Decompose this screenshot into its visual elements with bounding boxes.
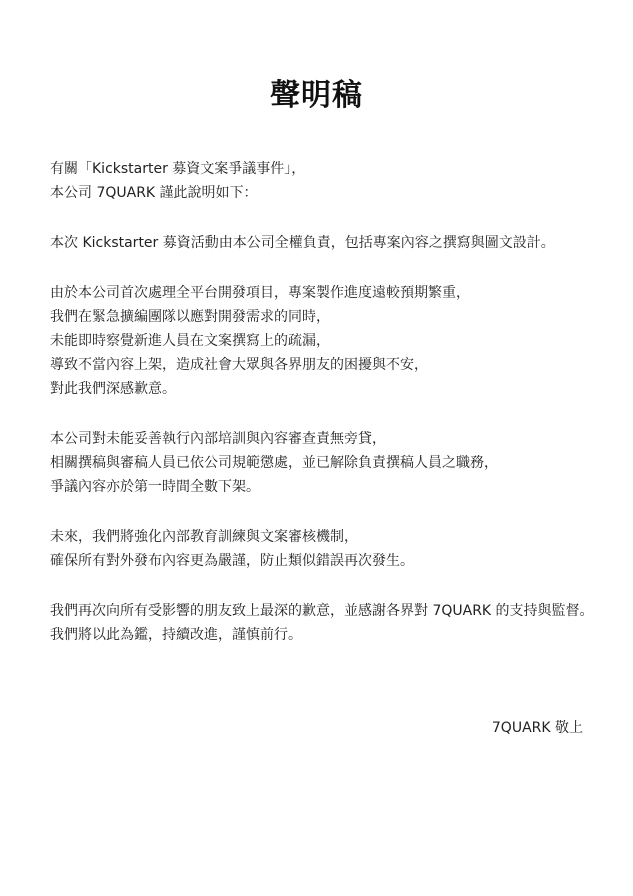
text-line: 有關「Kickstarter 募資文案爭議事件」， [50,161,306,177]
text-line: 相關撰稿與審稿人員已依公司規範懲處，並已解除負責撰稿人員之職務， [50,455,498,471]
paragraph-explanation [50,281,610,401]
text-line: 爭議內容亦於第一時間全數下架。 [50,479,260,495]
paragraph-closing [50,599,610,647]
text-line: 由於本公司首次處理全平台開發項目，專案製作進度遠較預期繁重， [50,285,470,301]
page-title: 聲明稿 [270,78,363,113]
text-line: 導致不當內容上架，造成社會大眾與各界朋友的困擾與不安， [50,357,428,373]
text-line: 本次 Kickstarter 募資活動由本公司全權負責，包括專案內容之撰寫與圖文設計。 [50,235,555,251]
text-line: 未能即時察覺新進人員在文案撰寫上的疏漏， [50,333,330,349]
text-line: 我們在緊急擴編團隊以應對開發需求的同時， [50,309,330,325]
text-line: 本公司 7QUARK 謹此說明如下： [50,185,258,201]
text-line: 確保所有對外發布內容更為嚴謹，防止類似錯誤再次發生。 [50,553,414,569]
text-line: 未來，我們將強化內部教育訓練與文案審核機制， [50,529,358,545]
signature: 7QUARK 敬上 [491,720,583,736]
paragraph-responsibility [50,231,610,255]
text-line: 我們再次向所有受影響的朋友致上最深的歉意，並感謝各界對 7QUARK 的支持與監督。 [50,603,594,619]
text-line: 對此我們深感歉意。 [50,381,176,397]
paragraph-intro [50,157,610,205]
text-line: 本公司對未能妥善執行內部培訓與內容審查責無旁貸， [50,431,386,447]
paragraph-future [50,525,610,573]
paragraph-actions [50,427,610,499]
statement-body [50,157,610,673]
text-line: 我們將以此為鑑，持續改進，謹慎前行。 [50,627,302,643]
